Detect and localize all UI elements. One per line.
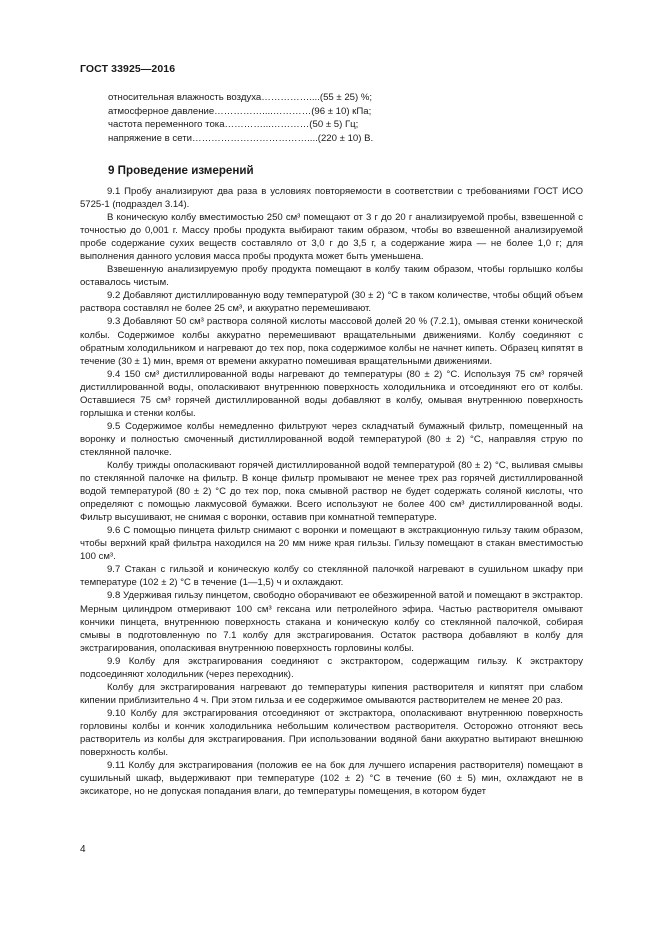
paragraph-9-2: 9.2 Добавляют дистиллированную воду температурой (30 ± 2) °С в таком количестве, чтобы общий объем раствора составлял не более 25 см³, и аккуратно перемешивают. xyxy=(80,290,583,315)
condition-frequency: частота переменного тока…………...…………(50 ± 5) Гц; xyxy=(108,119,359,131)
condition-humidity: относительная влажность воздуха……………....(55 ± 25) %; xyxy=(108,92,373,103)
condition-voltage: напряжение в сети………………………………....(220 ± 10) В. xyxy=(108,132,374,144)
section-title: 9 Проведение измерений xyxy=(108,164,254,177)
standard-header: ГОСТ 33925—2016 xyxy=(80,63,176,75)
paragraph-9-4: 9.4 150 см³ дистиллированной воды нагревают до температуры (80 ± 2) °С. Используя 75 см³ горячей дистиллированной воды, ополаскивают внутреннюю поверхность холодильника и отсоединяют его от колбы. Оставшиеся 75 см³ горячей дистиллированной воды добавляют в колбу, омывая внутреннюю поверхность горлышка и стенки колбы. xyxy=(80,368,583,419)
paragraph-boiling: Колбу для экстрагирования нагревают до температуры кипения растворителя и кипятят при слабом кипении приблизительно 4 ч. При этом гильза и ее содержимое омываются растворителем не менее 20 раз. xyxy=(80,681,583,706)
paragraph-9-5: 9.5 Содержимое колбы немедленно фильтруют через складчатый бумажный фильтр, помещенный на воронку и полностью смоченный дистиллированной водой температурой (80 ± 2) °С, направляя струю по стеклянной палочке. xyxy=(80,420,583,458)
conditions-list xyxy=(108,91,373,145)
paragraph-9-7: 9.7 Стакан с гильзой и коническую колбу со стеклянной палочкой нагревают в сушильном шкафу при температуре (102 ± 2) °С в течение (1—1,5) ч и охлаждают. xyxy=(80,564,583,589)
paragraph-9-9: 9.9 Колбу для экстрагирования соединяют с экстрактором, содержащим гильзу. К экстрактору подсоединяют холодильник (через переходник). xyxy=(80,655,583,680)
condition-pressure: атмосферное давление……………....…………(96 ± 10) кПа; xyxy=(108,105,372,117)
paragraph-9-11: 9.11 Колбу для экстрагирования (положив ее на бок для лучшего испарения растворителя) помещают в сушильный шкаф, выдерживают при температуре (102 ± 2) °С в течение (60 ± 5) мин, охлаждают не в эксикаторе, но не допуская попадания влаги, до температуры помещения, в котором будет xyxy=(80,760,583,798)
paragraph-9-8: 9.8 Удерживая гильзу пинцетом, свободно оборачивают ее обезжиренной ватой и помещают в экстрактор. Мерным цилиндром отмеривают 100 см³ гексана или петролейного эфира. Частью растворителя омывают кончики пинцета, внутреннюю поверхность стакана и коническую колбу со стеклянной палочкой, собирая смывы в подготовленную по 7.1 колбу для экстрагирования. Остаток раствора добавляют в колбу для экстрагирования, ополаскивая внутреннюю поверхность горловины колбы. xyxy=(80,590,583,654)
paragraph-9-3: 9.3 Добавляют 50 см³ раствора соляной кислоты массовой долей 20 % (7.2.1), омывая стенки конической колбы. Содержимое колбы аккуратно перемешивают вращательными движениями. Колбу соединяют с обратным холодильником и нагревают до тех пор, пока содержимое колбы не начнет кипеть. Образец кипятят в течение (30 ± 1) мин, время от времени аккуратно помешивая вращательными движениями. xyxy=(80,316,583,367)
paragraph-rinse: Колбу трижды ополаскивают горячей дистиллированной водой температурой (80 ± 2) °С, выливая смывы по стеклянной палочке на фильтр. В конце фильтр промывают не менее трех раз горячей дистиллированной водой температурой (80 ± 2) °С до тех пор, пока смывной раствор не будет содержать соляной кислоты, что определяют с помощью лакмусовой бумажки. Всего используют не более 400 см³ дистиллированной воды. Фильтр высушивают, не снимая с воронки, оставив при комнатной температуре. xyxy=(80,459,583,524)
paragraph-9-10: 9.10 Колбу для экстрагирования отсоединяют от экстрактора, ополаскивают внутреннюю поверхность горловины колбы и кончик холодильника небольшим количеством растворителя. Осторожно отгоняют весь растворитель из колбы для экстрагирования. При использовании водяной бани аккуратно вытирают внешнюю поверхность колбы. xyxy=(80,707,583,759)
paragraph-9-6: 9.6 С помощью пинцета фильтр снимают с воронки и помещают в экстракционную гильзу таким образом, чтобы верхний край фильтра находился на 20 мм ниже края гильзы. Гильзу помещают в стакан вместимостью 100 см³. xyxy=(80,525,583,563)
section-body xyxy=(80,185,583,798)
paragraph-9-1: 9.1 Пробу анализируют два раза в условиях повторяемости в соответствии с требованиями ГОСТ ИСО 5725-1 (подраздел 3.14). xyxy=(80,186,583,211)
page-number: 4 xyxy=(80,844,86,855)
paragraph-sample-placement: Взвешенную анализируемую пробу продукта помещают в колбу таким образом, чтобы горлышко колбы оставалось чистым. xyxy=(80,264,583,289)
paragraph-sample-weighing: В коническую колбу вместимостью 250 см³ помещают от 3 г до 20 г анализируемой пробы, взвешенной с точностью до 0,001 г. Массу пробы продукта выбирают таким образом, чтобы во взвешенной анализируемой пробе содержание сухих веществ составляло от 3,0 г до 3,5 г, а содержание жира — не более 1,0 г; для выполнения данного условия масса пробы продукта может быть уменьшена. xyxy=(80,212,583,263)
